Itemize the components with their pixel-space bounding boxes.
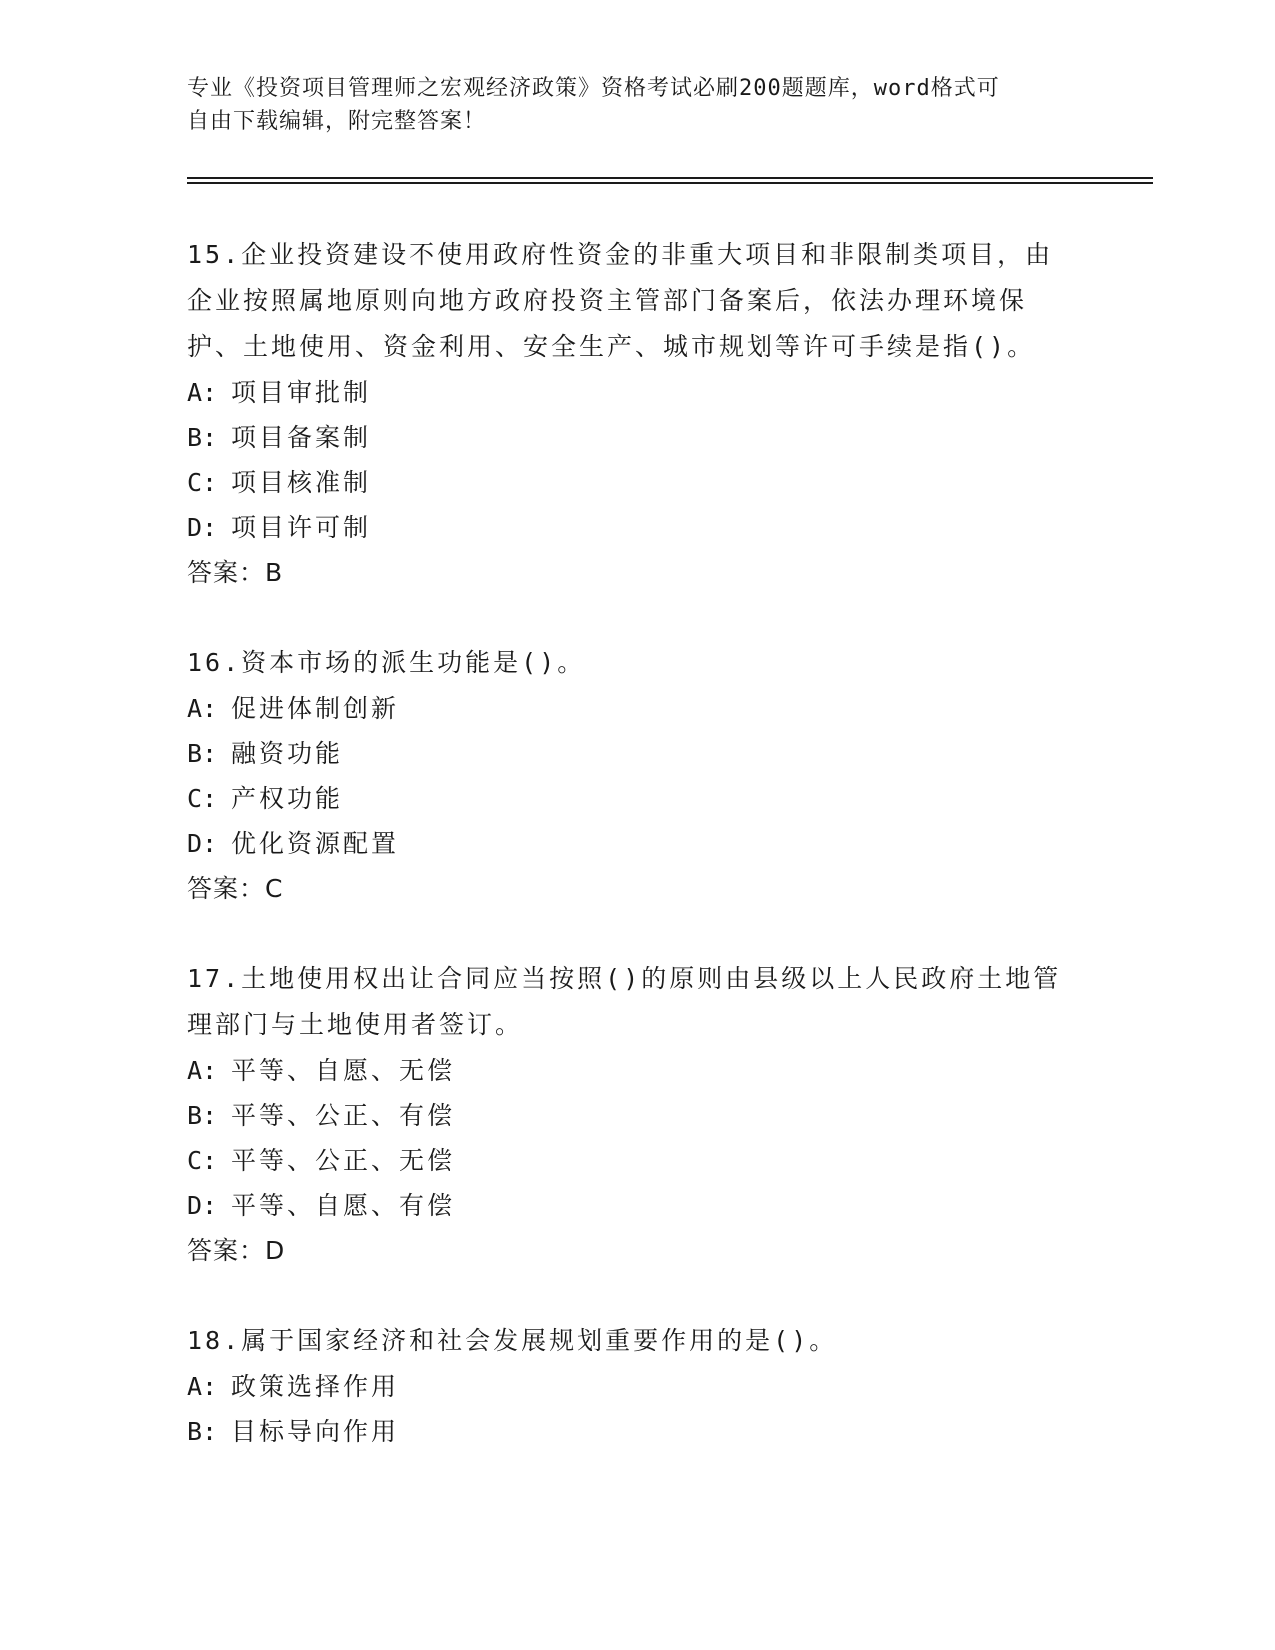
question-stem-line: 理部门与土地使用者签订。 xyxy=(187,1010,524,1039)
option-c xyxy=(187,460,1087,505)
option-text: 平等、公正、无偿 xyxy=(231,1146,456,1175)
option-a xyxy=(187,1048,1087,1093)
option-letter: A: xyxy=(187,378,218,407)
header-rule-bottom xyxy=(187,182,1153,184)
option-text: 项目许可制 xyxy=(231,513,372,542)
option-text: 项目备案制 xyxy=(231,423,372,452)
header-line-2: 自由下载编辑，附完整答案！ xyxy=(187,109,487,134)
question-stem xyxy=(187,232,1087,370)
question-17 xyxy=(187,956,1087,1274)
option-b xyxy=(187,415,1087,460)
option-d xyxy=(187,1183,1087,1228)
option-letter: C: xyxy=(187,468,218,497)
question-stem xyxy=(187,1318,1087,1364)
option-letter: A: xyxy=(187,1372,218,1401)
answer-line: 答案：B xyxy=(187,558,284,587)
option-letter: A: xyxy=(187,1056,218,1085)
option-letter: D: xyxy=(187,1191,218,1220)
option-letter: B: xyxy=(187,739,218,768)
option-text: 政策选择作用 xyxy=(231,1372,400,1401)
question-stem xyxy=(187,956,1087,1048)
question-stem-line: 15.企业投资建设不使用政府性资金的非重大项目和非限制类项目，由 xyxy=(187,240,1054,269)
header-rule-top xyxy=(187,177,1153,179)
question-stem-line: 企业按照属地原则向地方政府投资主管部门备案后，依法办理环境保 xyxy=(187,286,1028,315)
option-text: 项目审批制 xyxy=(231,378,372,407)
option-text: 平等、自愿、无偿 xyxy=(231,1056,456,1085)
option-b xyxy=(187,731,1087,776)
question-15 xyxy=(187,232,1087,596)
document-header xyxy=(187,72,1067,138)
option-letter: C: xyxy=(187,1146,218,1175)
option-text: 融资功能 xyxy=(231,739,344,768)
question-stem-line: 17.土地使用权出让合同应当按照()的原则由县级以上人民政府土地管 xyxy=(187,964,1062,993)
option-letter: B: xyxy=(187,1101,218,1130)
question-list xyxy=(187,232,1087,1498)
option-text: 优化资源配置 xyxy=(231,829,400,858)
option-letter: A: xyxy=(187,694,218,723)
option-b xyxy=(187,1093,1087,1138)
option-d xyxy=(187,821,1087,866)
question-stem xyxy=(187,640,1087,686)
option-b xyxy=(187,1409,1087,1454)
option-a xyxy=(187,1364,1087,1409)
question-stem-line: 16.资本市场的派生功能是()。 xyxy=(187,648,586,677)
option-letter: B: xyxy=(187,423,218,452)
option-a xyxy=(187,686,1087,731)
option-d xyxy=(187,505,1087,550)
option-text: 产权功能 xyxy=(231,784,344,813)
option-text: 项目核准制 xyxy=(231,468,372,497)
option-a xyxy=(187,370,1087,415)
option-c xyxy=(187,1138,1087,1183)
option-text: 促进体制创新 xyxy=(231,694,400,723)
question-16 xyxy=(187,640,1087,912)
question-18 xyxy=(187,1318,1087,1454)
option-letter: C: xyxy=(187,784,218,813)
option-text: 平等、公正、有偿 xyxy=(231,1101,456,1130)
question-stem-line: 护、土地使用、资金利用、安全生产、城市规划等许可手续是指()。 xyxy=(187,332,1036,361)
answer-line: 答案：D xyxy=(187,1236,286,1265)
option-letter: D: xyxy=(187,513,218,542)
option-c xyxy=(187,776,1087,821)
answer-line: 答案：C xyxy=(187,874,284,903)
option-letter: D: xyxy=(187,829,218,858)
option-letter: B: xyxy=(187,1417,218,1446)
header-line-1: 专业《投资项目管理师之宏观经济政策》资格考试必刷200题题库，word格式可 xyxy=(187,76,1000,101)
question-stem-line: 18.属于国家经济和社会发展规划重要作用的是()。 xyxy=(187,1326,838,1355)
option-text: 目标导向作用 xyxy=(231,1417,400,1446)
option-text: 平等、自愿、有偿 xyxy=(231,1191,456,1220)
